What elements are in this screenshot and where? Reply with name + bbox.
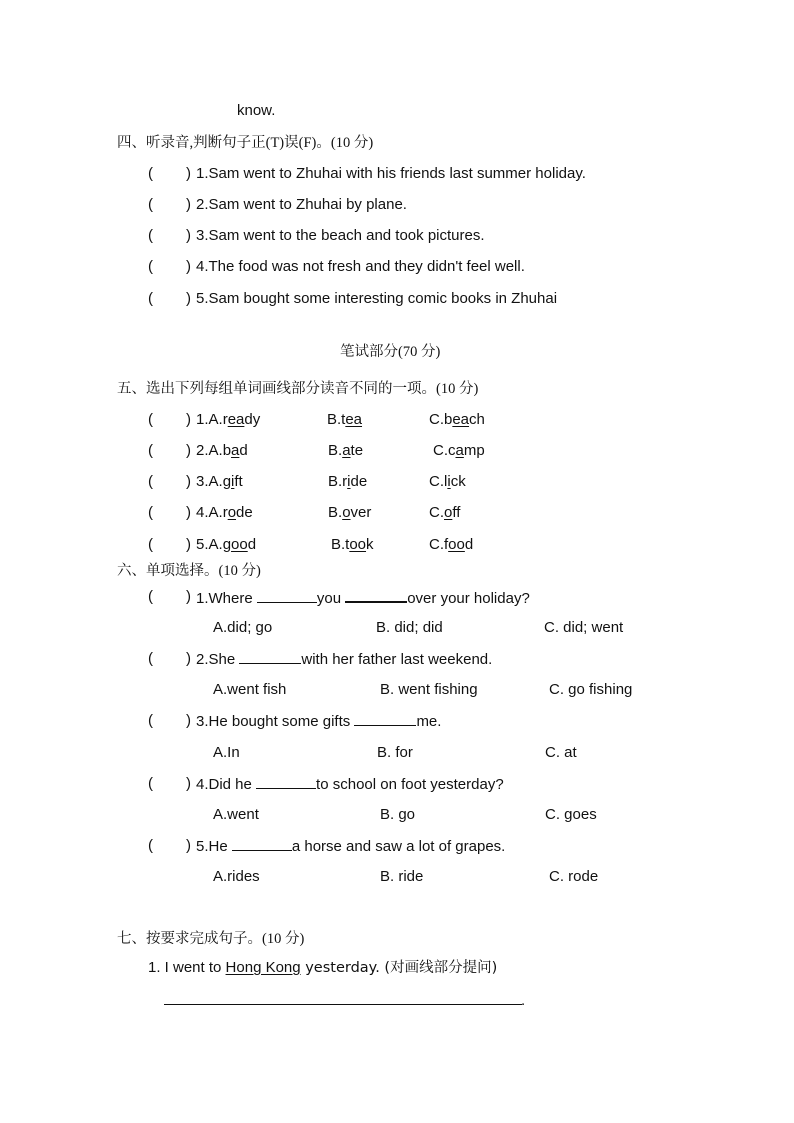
- option-a: 4.A.rode: [196, 504, 253, 521]
- question-text: 5.He a horse and saw a lot of grapes.: [196, 838, 506, 855]
- choice-c: C. at: [545, 744, 577, 761]
- answer-blank-open: (: [148, 442, 153, 459]
- text-fragment: know.: [237, 102, 276, 119]
- answer-blank-open: (: [148, 837, 153, 854]
- question-text: 1.Sam went to Zhuhai with his friends last summer holiday.: [196, 165, 586, 182]
- question-text: 3.He bought some gifts me.: [196, 713, 442, 730]
- answer-blank-close: ): [186, 473, 191, 490]
- option-c: C.beach: [429, 411, 485, 428]
- fill-blank: [354, 711, 416, 726]
- answer-blank-close: ): [186, 837, 191, 854]
- answer-blank-close: ): [186, 290, 191, 307]
- choice-c: C. goes: [545, 806, 597, 823]
- answer-blank-close: ): [186, 258, 191, 275]
- option-b: B.ate: [328, 442, 364, 459]
- fill-blank: [232, 836, 292, 851]
- answer-blank-open: (: [148, 473, 153, 490]
- option-b: B.ride: [328, 473, 368, 490]
- section-6-title: 六、单项选择。(10 分): [117, 563, 261, 579]
- choice-a: A.went: [213, 806, 259, 823]
- fill-blank: [239, 649, 301, 664]
- fill-blank: [257, 588, 317, 603]
- answer-blank-open: (: [148, 712, 153, 729]
- answer-blank-open: (: [148, 165, 153, 182]
- answer-line[interactable]: [164, 1004, 522, 1005]
- choice-c: C. rode: [549, 868, 599, 885]
- answer-blank-close: ): [186, 442, 191, 459]
- choice-b: B. ride: [380, 868, 424, 885]
- option-c: C.lick: [429, 473, 466, 490]
- option-a: 3.A.gift: [196, 473, 243, 490]
- answer-blank-close: ): [186, 227, 191, 244]
- section-4-title: 四、听录音,判断句子正(T)误(F)。(10 分): [117, 135, 374, 151]
- answer-blank-close: ): [186, 775, 191, 792]
- answer-end-period: .: [521, 992, 526, 1009]
- question-text: 5.Sam bought some interesting comic books in Zhuhai: [196, 290, 558, 307]
- option-b: B.tea: [327, 411, 363, 428]
- choice-a: A.did; go: [213, 619, 273, 636]
- option-c: C.camp: [433, 442, 485, 459]
- answer-blank-open: (: [148, 588, 153, 605]
- section-5-title: 五、选出下列每组单词画线部分读音不同的一项。(10 分): [117, 381, 479, 397]
- question-text: 3.Sam went to the beach and took pictures.: [196, 227, 485, 244]
- answer-blank-close: ): [186, 411, 191, 428]
- answer-blank-open: (: [148, 258, 153, 275]
- option-b: B.took: [331, 536, 374, 553]
- option-c: C.off: [429, 504, 461, 521]
- choice-c: C. go fishing: [549, 681, 633, 698]
- question-text: 2.She with her father last weekend.: [196, 651, 493, 668]
- option-a: 2.A.bad: [196, 442, 248, 459]
- option-b: B.over: [328, 504, 372, 521]
- answer-blank-open: (: [148, 227, 153, 244]
- answer-blank-close: ): [186, 196, 191, 213]
- option-a: 1.A.ready: [196, 411, 261, 428]
- answer-blank-close: ): [186, 165, 191, 182]
- answer-blank-close: ): [186, 712, 191, 729]
- answer-blank-open: (: [148, 290, 153, 307]
- question-text: 1. I went to Hong Kong yesterday. (对画线部分提问): [148, 959, 498, 976]
- choice-b: B. go: [380, 806, 416, 823]
- answer-blank-close: ): [186, 504, 191, 521]
- question-text: 4.Did he to school on foot yesterday?: [196, 776, 504, 793]
- fill-blank: [256, 774, 316, 789]
- option-c: C.food: [429, 536, 474, 553]
- answer-blank-open: (: [148, 650, 153, 667]
- section-7-title: 七、按要求完成句子。(10 分): [117, 931, 305, 947]
- answer-blank-close: ): [186, 536, 191, 553]
- choice-a: A.In: [213, 744, 240, 761]
- question-text: 1.Where you over your holiday?: [196, 587, 530, 609]
- answer-blank-open: (: [148, 504, 153, 521]
- answer-blank-open: (: [148, 775, 153, 792]
- choice-a: A.went fish: [213, 681, 287, 698]
- answer-blank-close: ): [186, 650, 191, 667]
- question-text: 4.The food was not fresh and they didn't feel well.: [196, 258, 525, 275]
- choice-b: B. went fishing: [380, 681, 478, 698]
- choice-c: C. did; went: [544, 619, 624, 636]
- answer-blank-close: ): [186, 588, 191, 605]
- choice-b: B. for: [377, 744, 413, 761]
- choice-b: B. did; did: [376, 619, 443, 636]
- answer-blank-open: (: [148, 411, 153, 428]
- answer-blank-open: (: [148, 536, 153, 553]
- option-a: 5.A.good: [196, 536, 257, 553]
- fill-blank: [345, 587, 407, 603]
- choice-a: A.rides: [213, 868, 260, 885]
- answer-blank-open: (: [148, 196, 153, 213]
- question-text: 2.Sam went to Zhuhai by plane.: [196, 196, 407, 213]
- written-part-heading: 笔试部分(70 分): [340, 344, 441, 360]
